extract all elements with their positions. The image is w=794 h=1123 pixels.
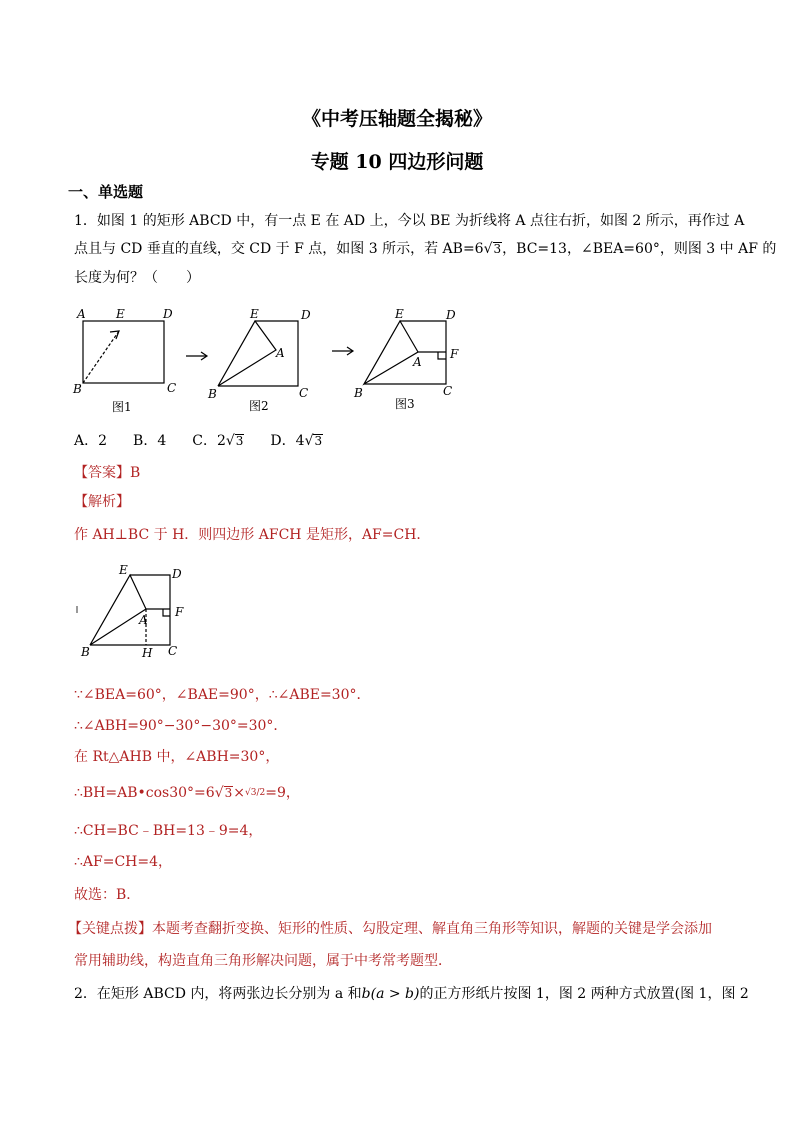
fig1-label-a: A: [77, 307, 86, 321]
section-heading: 一、单选题: [68, 183, 144, 201]
solution-figure: [70, 562, 200, 662]
q2-text-c: 的正方形纸片按图 1，图 2 两种方式放置(图 1，图 2: [419, 986, 749, 1002]
sol-label-a: A: [139, 613, 148, 627]
option-d-radicand: 3: [314, 434, 323, 448]
fig3-label-f: F: [450, 347, 459, 361]
fig2-label-c: C: [299, 386, 309, 400]
sqrt-symbol: √: [214, 785, 224, 801]
fig2-label-e: E: [250, 307, 259, 321]
solution-line-1: 作 AH⊥BC 于 H．则四边形 AFCH 是矩形，AF=CH．: [74, 527, 431, 543]
solution-step-4: [74, 782, 300, 802]
fig1-rectangle: [83, 321, 164, 383]
q1-line-2-text-b: ，BC=13，∠BEA=60°，则图 3 中 AF 的: [502, 241, 777, 257]
fig2-rectangle: [218, 321, 298, 386]
q2-line-1: [74, 983, 749, 1003]
fig3-label-b: B: [354, 386, 363, 400]
fig1-caption: 图1: [112, 400, 132, 414]
sol-label-d: D: [172, 567, 182, 581]
fig1-label-e: E: [116, 307, 125, 321]
q1-line-2-text-a: 点且与 CD 垂直的直线，交 CD 于 F 点，如图 3 所示，若 AB=6: [74, 241, 484, 257]
fig3-right-angle-mark: [438, 352, 446, 359]
sol-rectangle: [90, 575, 170, 645]
fig3-label-a: A: [413, 355, 422, 369]
fig2-caption: 图2: [249, 399, 269, 413]
fig2-label-d: D: [301, 308, 311, 322]
fig2-label-b: B: [208, 387, 217, 401]
q1-line-3: 长度为何？（ ）: [74, 270, 200, 286]
solution-step-3: 在 Rt△AHB 中，∠ABH=30°，: [74, 749, 280, 765]
sol-label-b: B: [81, 645, 90, 659]
fig2-folded-triangle: [218, 321, 276, 386]
sqrt-symbol: √: [483, 241, 493, 257]
doc-subtitle: 专题 10 四边形问题: [310, 151, 484, 173]
fig3-label-e: E: [395, 307, 404, 321]
fig3-folded-triangle: [364, 321, 418, 384]
sol-folded-triangle: [90, 575, 146, 645]
step4-radicand: 3: [224, 786, 233, 800]
option-d-text: D．4: [270, 433, 305, 449]
option-a: A．2: [74, 433, 108, 449]
sol-label-f: F: [175, 605, 184, 619]
q1-line-2-radicand: 3: [493, 242, 502, 256]
key-point-line-2: 常用辅助线，构造直角三角形解决问题，属于中考常考题型．: [74, 953, 452, 969]
fig1-dashed-fold: [83, 331, 119, 383]
solution-step-5: ∴CH=BC﹣BH=13﹣9=4，: [74, 823, 263, 839]
option-d: [270, 433, 323, 449]
sol-label-e: E: [119, 563, 128, 577]
option-b: B．4: [133, 433, 167, 449]
option-c-text: C．2: [192, 433, 226, 449]
option-c-radicand: 3: [235, 434, 244, 448]
sol-label-c: C: [168, 644, 178, 658]
step4-text-a: ∴BH=AB•cos30°=6: [74, 785, 215, 801]
solution-step-6: ∴AF=CH=4，: [74, 854, 173, 870]
sqrt-symbol: √: [304, 433, 314, 449]
q1-line-2: [74, 238, 776, 258]
sqrt-symbol: √: [225, 433, 235, 449]
option-c: [192, 433, 244, 449]
q1-figures: [66, 300, 506, 418]
fig1-label-b: B: [73, 382, 82, 396]
solution-step-7: 故选：B．: [74, 887, 141, 903]
fig3-label-d: D: [446, 308, 456, 322]
fig1-label-c: C: [167, 381, 177, 395]
doc-title: 《中考压轴题全揭秘》: [301, 108, 492, 130]
fig3-caption: 图3: [395, 397, 415, 411]
sol-label-h: H: [142, 646, 153, 660]
step4-text-c: =9，: [265, 785, 300, 801]
key-point-line-1: 【关键点拨】本题考查翻折变换、矩形的性质、勾股定理、解直角三角形等知识，解题的关键是学会添加: [68, 921, 712, 937]
sol-right-angle-f: [163, 609, 170, 616]
q1-options: [74, 430, 323, 450]
analysis-heading: 【解析】: [74, 494, 130, 510]
solution-step-2: ∴∠ABH=90°−30°−30°=30°．: [74, 718, 288, 734]
fig3-label-c: C: [443, 384, 453, 398]
q1-line-1: 1．如图 1 的矩形 ABCD 中，有一点 E 在 AD 上，今以 BE 为折线将 A 点往右折，如图 2 所示，再作过 A: [74, 213, 745, 229]
q2-text-a: 2．在矩形 ABCD 内，将两张边长分别为 a 和: [74, 986, 362, 1002]
q2-condition: b(a > b): [361, 986, 420, 1002]
fig1-label-d: D: [163, 307, 173, 321]
step4-fraction: √3/2: [245, 788, 266, 798]
solution-step-1: ∵∠BEA=60°，∠BAE=90°，∴∠ABE=30°．: [74, 687, 371, 703]
answer-line: 【答案】B: [74, 465, 141, 481]
fig2-label-a: A: [276, 346, 285, 360]
step4-times: ×: [233, 785, 245, 801]
